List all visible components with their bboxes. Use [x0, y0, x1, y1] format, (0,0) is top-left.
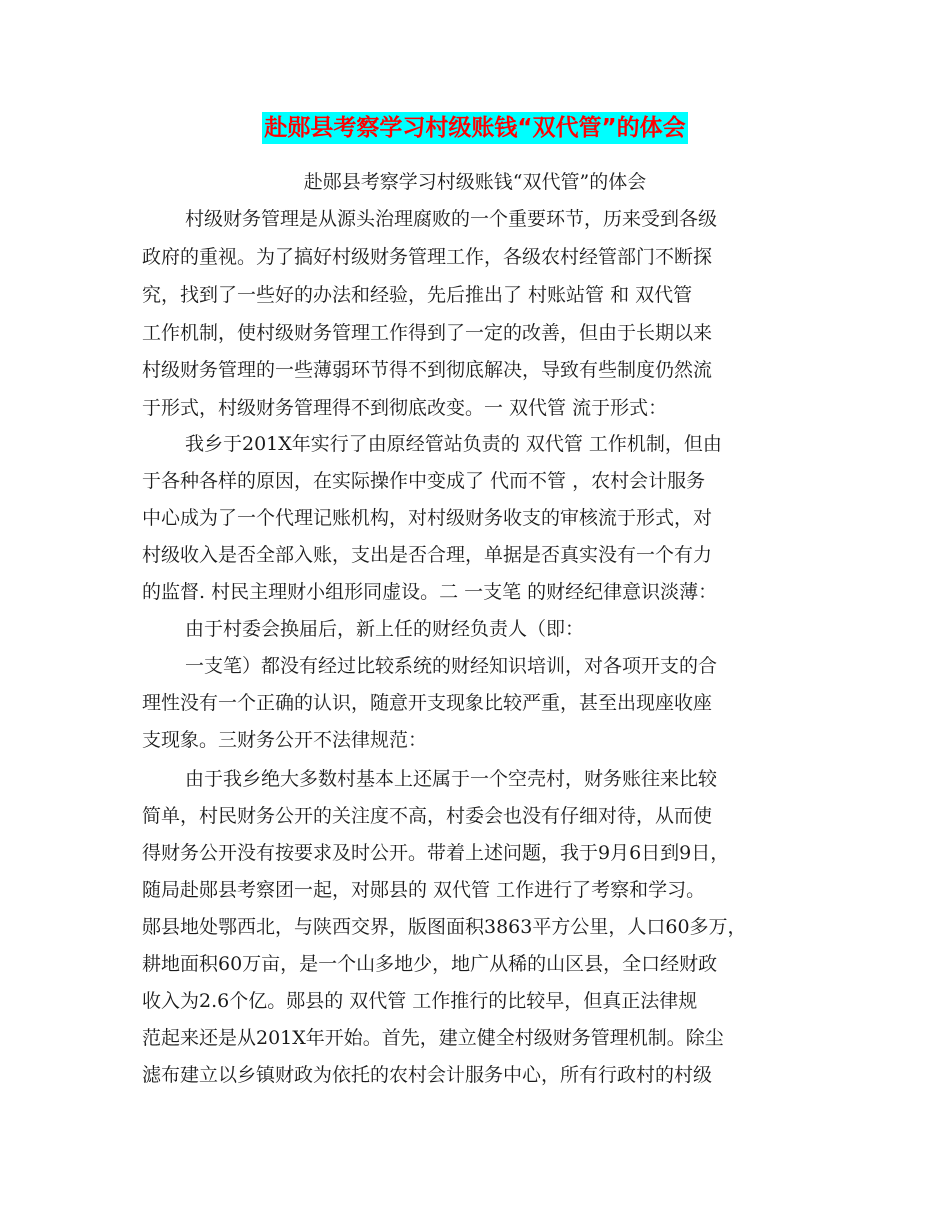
body-line: 收入为2.6个亿。郧县的 双代管 工作推行的比较早，但真正法律规: [142, 990, 698, 1012]
body-line: 随局赴郧县考察团一起，对郧县的 双代管 工作进行了考察和学习。: [142, 879, 706, 901]
body-line: 一支笔）都没有经过比较系统的财经知识培训，对各项开支的合: [185, 655, 718, 677]
body-line: 范起来还是从201X年开始。首先，建立健全村级财务管理机制。除尘: [142, 1027, 724, 1049]
body-line: 村级财务管理的一些薄弱环节得不到彻底解决，导致有些制度仍然流: [142, 359, 713, 381]
document-title: 赴郧县考察学习村级账钱“双代管”的体会: [262, 112, 687, 144]
body-line: 究，找到了一些好的办法和经验，先后推出了 村账站管 和 双代管: [142, 284, 693, 306]
body-line: 得财务公开没有按要求及时公开。带着上述问题，我于9月6日到9日，: [142, 842, 730, 864]
body-line: 工作机制，使村级财务管理工作得到了一定的改善，但由于长期以来: [142, 322, 713, 344]
body-line: 村级收入是否全部入账，支出是否合理，单据是否真实没有一个有力: [142, 544, 713, 566]
body-line: 的监督. 村民主理财小组形同虚设。二 一支笔 的财经纪律意识淡薄：: [142, 581, 718, 603]
body-line: 于各种各样的原因，在实际操作中变成了 代而不管 ，农村会计服务: [142, 470, 706, 492]
body-line: 于形式，村级财务管理得不到彻底改变。一 双代管 流于形式：: [142, 397, 668, 419]
body-line: 支现象。三财务公开不法律规范：: [142, 729, 428, 751]
body-line: 滤布建立以乡镇财政为依托的农村会计服务中心，所有行政村的村级: [142, 1064, 713, 1086]
body-line: 政府的重视。为了搞好村级财务管理工作，各级农村经管部门不断探: [142, 246, 713, 268]
body-line: 中心成为了一个代理记账机构，对村级财务收支的审核流于形式，对: [142, 507, 713, 529]
body-line: 耕地面积60万亩，是一个山多地少，地广从稀的山区县，全口经财政: [142, 953, 718, 975]
body-line: 理性没有一个正确的认识，随意开支现象比较严重，甚至出现座收座: [142, 692, 713, 714]
body-line: 由于村委会换届后，新上任的财经负责人（即：: [185, 618, 585, 640]
body-line: 简单，村民财务公开的关注度不高，村委会也没有仔细对待，从而使: [142, 805, 713, 827]
body-line: 我乡于201X年实行了由原经管站负责的 双代管 工作机制，但由: [185, 433, 722, 455]
document-subtitle: 赴郧县考察学习村级账钱“双代管”的体会: [303, 171, 647, 193]
body-line: 由于我乡绝大多数村基本上还属于一个空壳村，财务账往来比较: [185, 768, 718, 790]
body-line: 村级财务管理是从源头治理腐败的一个重要环节，历来受到各级: [185, 208, 718, 230]
body-line: 郧县地处鄂西北，与陕西交界，版图面积3863平方公里，人口60多万，: [142, 916, 747, 938]
